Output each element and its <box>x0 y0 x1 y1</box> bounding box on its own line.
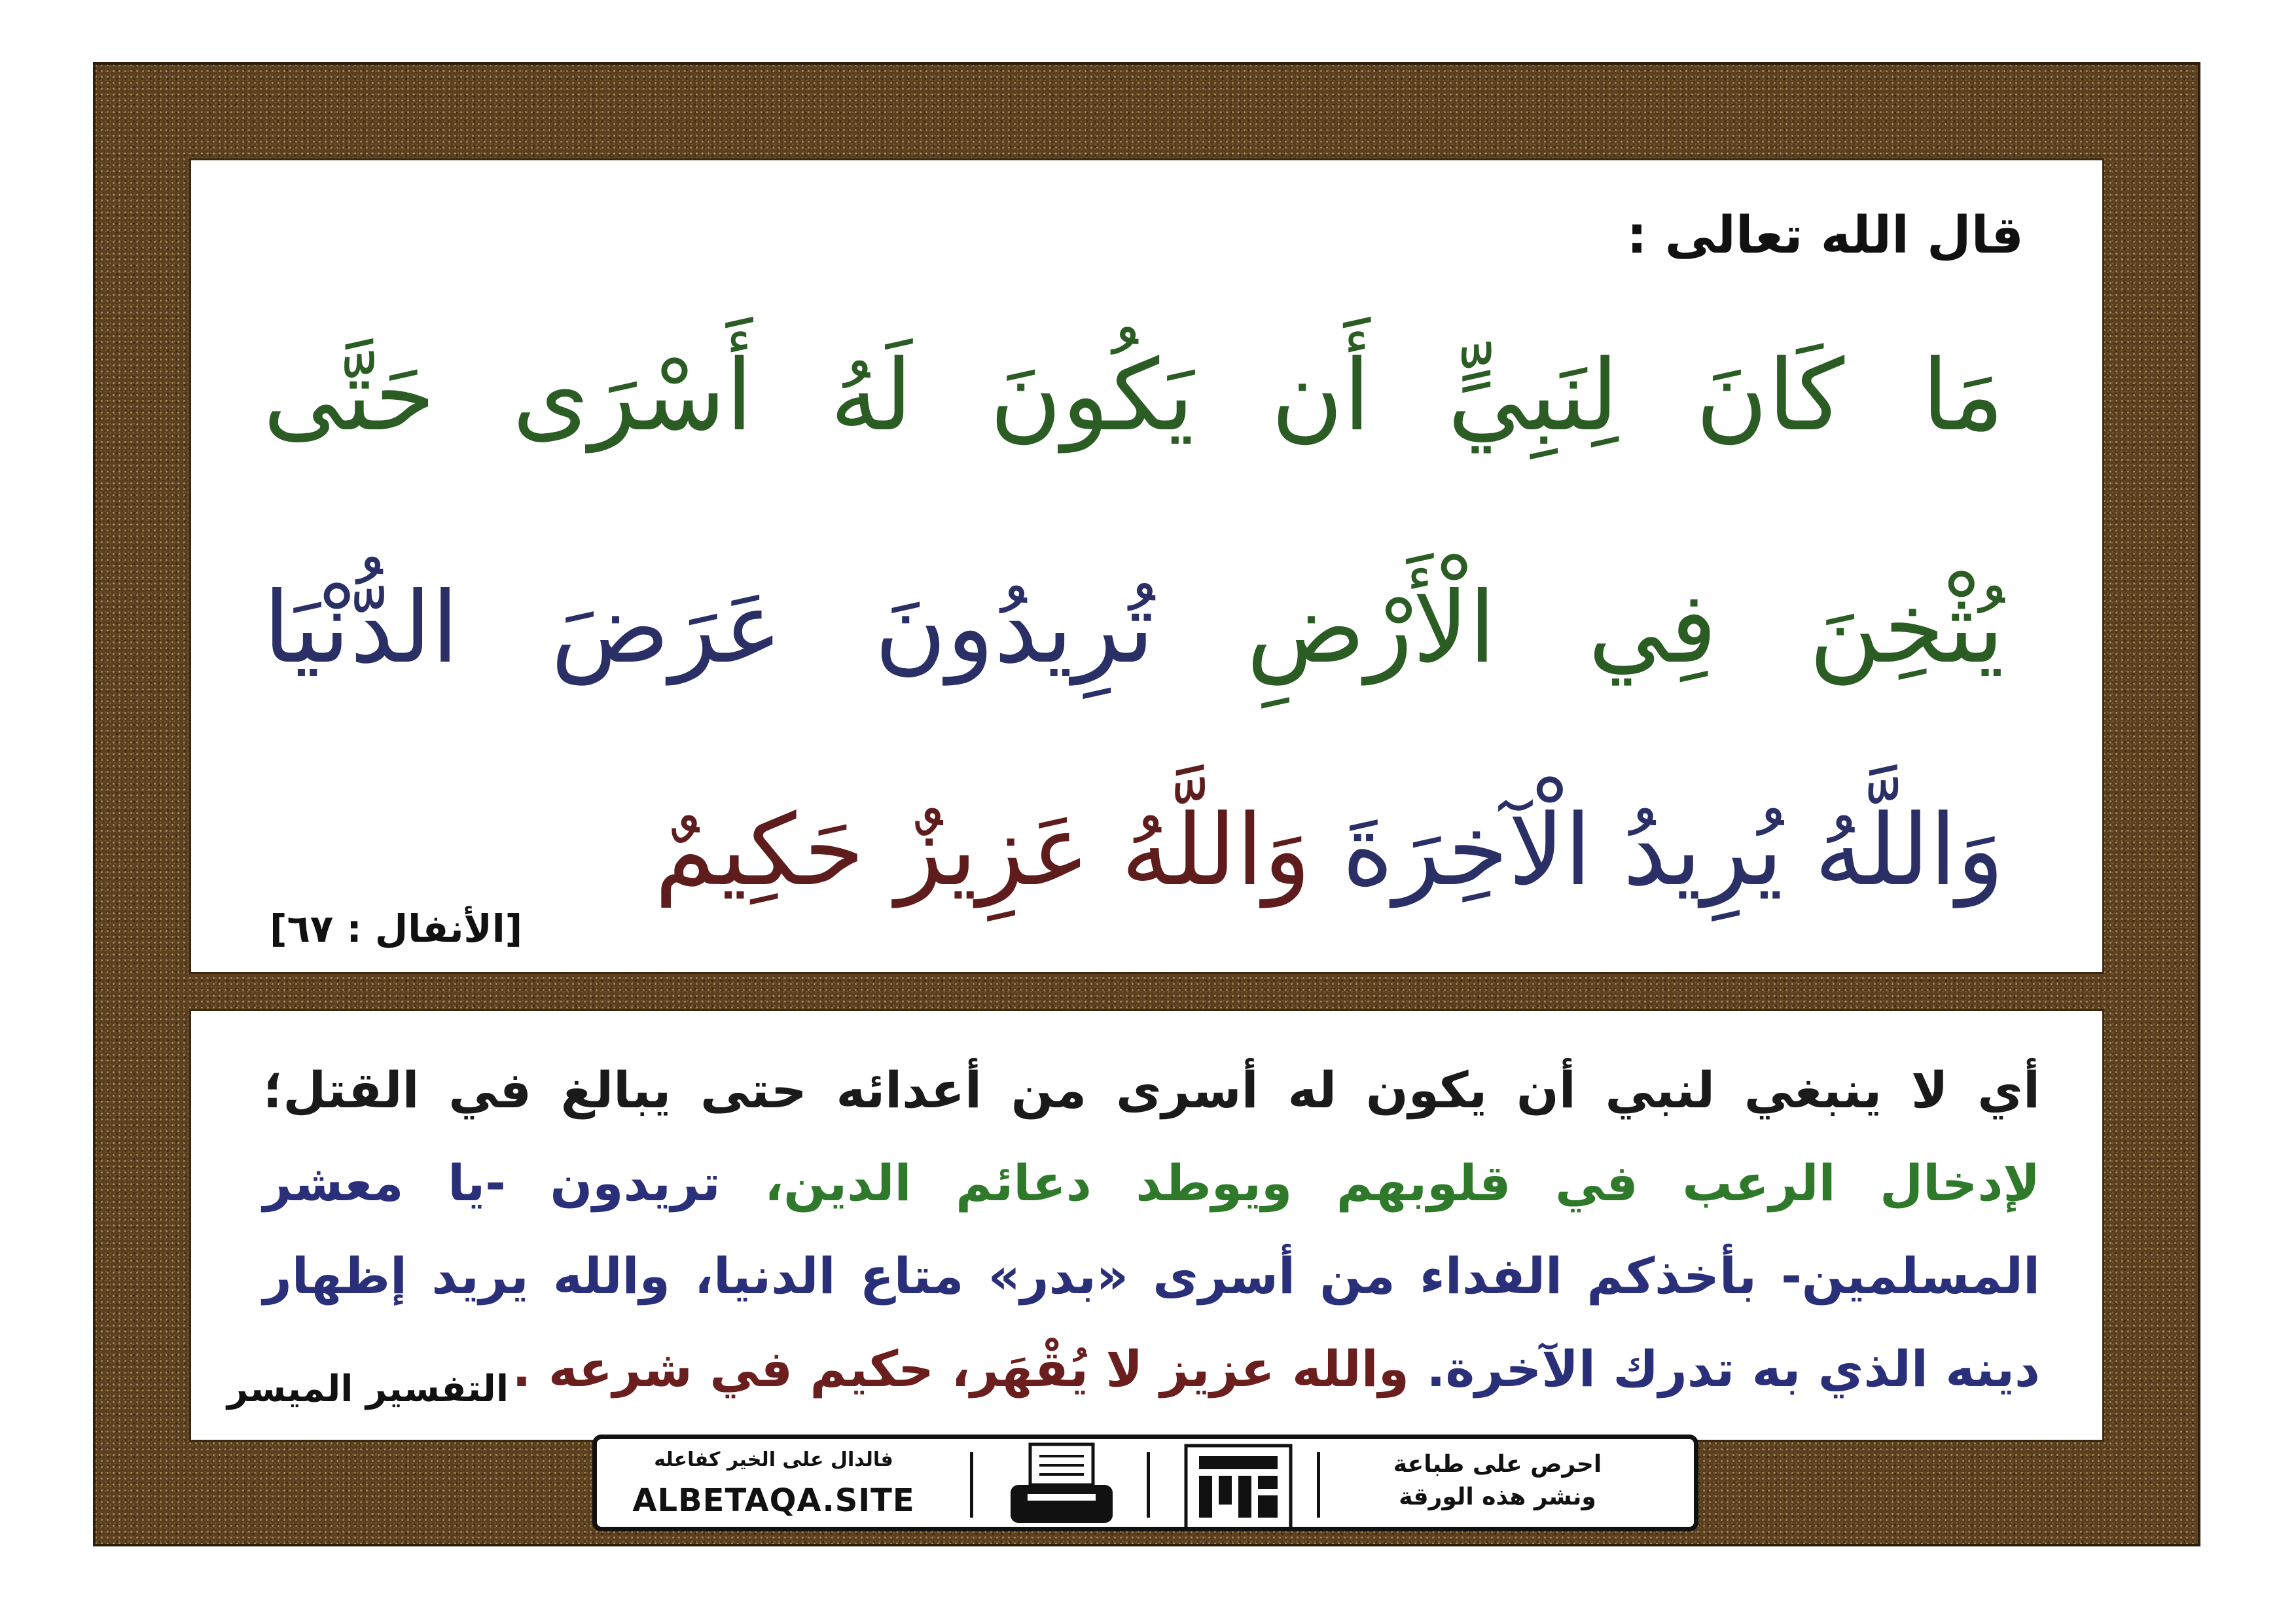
footer-divider <box>1147 1452 1150 1518</box>
tafsir-text <box>263 1044 2040 1416</box>
verse-line-1-text: مَا كَانَ لِنَبِيٍّ أَن يَكُونَ لَهُ أَسْرَى حَتَّى <box>263 339 2004 453</box>
site-tagline: فالدال على الخير كفاعله <box>654 1448 893 1471</box>
printing-note-line-2: ونشر هذه الورقة <box>1399 1484 1596 1510</box>
tafsir-part-3: تريدون -يا معشر المسلمين- بأخذكم الفداء من أسرى «بدر» متاع الدنيا، والله يريد إظهار دينه الذي به تدرك الآخرة. <box>263 1154 2040 1398</box>
printer-icon <box>996 1439 1127 1533</box>
printing-note <box>1327 1448 1668 1514</box>
verse-line-2 <box>263 571 2004 685</box>
surah-reference: [الأنفال : ٦٧] <box>270 906 523 951</box>
verse-line-3-part-b: وَاللَّهُ عَزِيزٌ حَكِيمٌ <box>655 794 1311 908</box>
verse-line-3 <box>655 794 2004 908</box>
verse-line-2-part-a: يُثْخِنَ فِي الْأَرْضِ <box>1246 571 2004 685</box>
footer-bar <box>592 1435 1698 1531</box>
verse-panel <box>191 160 2102 972</box>
brand-logo <box>1173 1442 1304 1536</box>
verse-line-3-part-a: وَاللَّهُ يُرِيدُ الْآخِرَةَ <box>1342 794 2004 908</box>
footer-divider <box>970 1452 973 1518</box>
tafsir-panel <box>191 1011 2102 1440</box>
printing-note-line-1: احرص على طباعة <box>1393 1451 1602 1478</box>
tafsir-source: التفسير الميسر <box>227 1368 509 1410</box>
tafsir-part-2: لإدخال الرعب في قلوبهم ويوطد دعائم الدين، <box>764 1154 2040 1212</box>
verse-heading: قال الله تعالى : <box>1626 206 2024 265</box>
site-url-link[interactable]: ALBETAQA.SITE <box>632 1482 915 1519</box>
tafsir-part-4: والله عزيز لا يُقْهَر، حكيم في شرعه . <box>512 1340 1409 1398</box>
verse-line-2-part-b: تُرِيدُونَ عَرَضَ الدُّنْيَا <box>263 571 1155 685</box>
tafsir-part-1: أي لا ينبغي لنبي أن يكون له أسرى من أعدائه حتى يبالغ في القتل؛ <box>263 1061 2040 1119</box>
verse-line-1 <box>263 339 2004 453</box>
footer-divider <box>1317 1452 1320 1518</box>
